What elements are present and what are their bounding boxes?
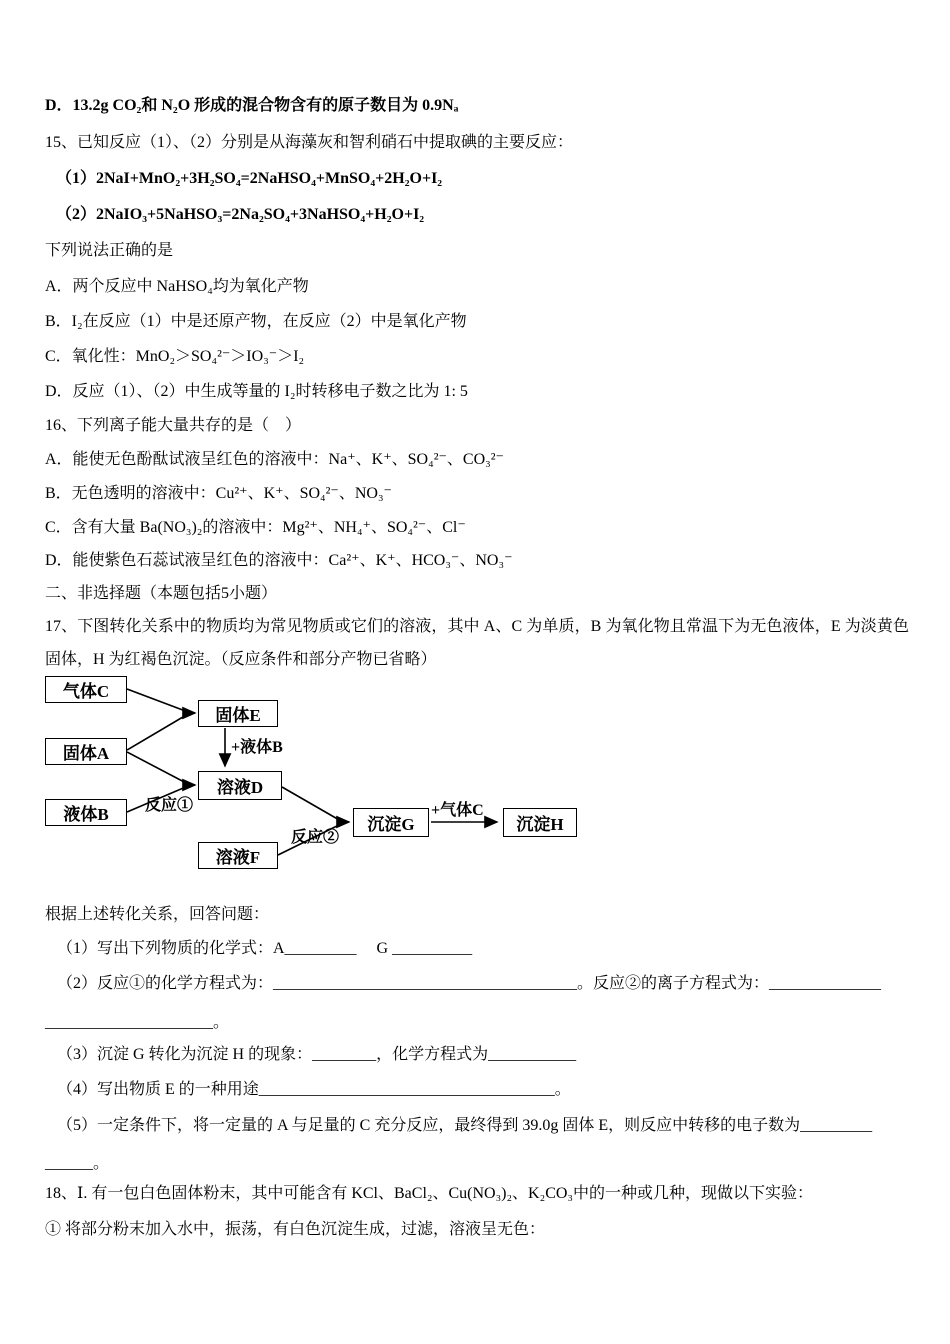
box-liquid-b: 液体B — [45, 799, 127, 826]
q15-prompt: 下列说法正确的是 — [45, 242, 174, 259]
q17-sub4: （4）写出物质 E 的一种用途_____________________________________。 — [57, 1081, 571, 1098]
box-gas-c: 气体C — [45, 676, 127, 703]
q15-option-a: A．两个反应中 NaHSO₄均为氧化产物 — [45, 278, 309, 295]
option-d-q14: D．13.2g CO₂和 N₂O 形成的混合物含有的原子数目为 0.9Nₐ — [45, 97, 459, 114]
q16-option-c: C．含有大量 Ba(NO₃)₂的溶液中：Mg²⁺、NH₄⁺、SO₄²⁻、Cl⁻ — [45, 519, 466, 536]
section-2-header: 二、非选择题（本题包括5小题） — [45, 585, 278, 602]
q17-sub5: （5）一定条件下，将一定量的 A 与足量的 C 充分反应，最终得到 39.0g 固体 E，则反应中转移的电子数为_________ — [57, 1117, 873, 1134]
q17-sub2-continuation: _____________________。 — [45, 1014, 230, 1031]
q16-stem: 16、下列离子能大量共存的是（ ） — [45, 417, 302, 434]
label-reaction-1: 反应① — [145, 797, 194, 814]
box-precipitate-g: 沉淀G — [353, 808, 429, 837]
q17-instruction: 根据上述转化关系，回答问题： — [45, 906, 270, 923]
q15-option-c: C．氧化性：MnO₂＞SO₄²⁻＞IO₃⁻＞I₂ — [45, 348, 305, 365]
q17-sub5-continuation: ______。 — [45, 1155, 110, 1172]
q16-option-b: B．无色透明的溶液中：Cu²⁺、K⁺、SO₄²⁻、NO₃⁻ — [45, 485, 392, 502]
flow-arrows — [45, 668, 645, 883]
q16-option-d: D．能使紫色石蕊试液呈红色的溶液中：Ca²⁺、K⁺、HCO₃⁻、NO₃⁻ — [45, 552, 513, 569]
q15-equation-1: （1）2NaI+MnO₂+3H₂SO₄=2NaHSO₄+MnSO₄+2H₂O+I₂ — [56, 170, 443, 187]
q18-step1: ① 将部分粉末加入水中，振荡，有白色沉淀生成，过滤，溶液呈无色： — [45, 1221, 546, 1238]
q15-equation-2: （2）2NaIO₃+5NaHSO₃=2Na₂SO₄+3NaHSO₄+H₂O+I₂ — [56, 206, 425, 223]
q15-stem: 15、已知反应（1）、（2）分别是从海藻灰和智利硝石中提取碘的主要反应： — [45, 134, 574, 151]
q15-option-b: B．I₂在反应（1）中是还原产物，在反应（2）中是氧化产物 — [45, 313, 467, 330]
q17-sub2: （2）反应①的化学方程式为：______________________________________。反应②的离子方程式为：______________ — [57, 975, 882, 992]
label-plus-liquid-b: +液体B — [231, 739, 283, 756]
q15-option-d: D．反应（1）、（2）中生成等量的 I₂时转移电子数之比为 1: 5 — [45, 383, 468, 400]
label-reaction-2: 反应② — [291, 829, 340, 846]
q17-sub3: （3）沉淀 G 转化为沉淀 H 的现象：________，化学方程式为___________ — [57, 1046, 577, 1063]
q17-sub1: （1）写出下列物质的化学式：A_________ G __________ — [57, 940, 473, 957]
flowchart-diagram — [45, 668, 645, 883]
box-precipitate-h: 沉淀H — [503, 808, 577, 837]
box-solution-d: 溶液D — [198, 771, 282, 800]
q18-stem: 18、Ⅰ. 有一包白色固体粉末，其中可能含有 KCl、BaCl₂、Cu(NO₃)₂、K₂CO₃中的一种或几种，现做以下实验： — [45, 1185, 813, 1202]
q17-stem: 17、下图转化关系中的物质均为常见物质或它们的溶液，其中 A、C 为单质，B 为氧化物且常温下为无色液体，E 为淡黄色固体，H 为红褐色沉淀。（反应条件和部分产物已省略） — [45, 618, 909, 668]
box-solid-a: 固体A — [45, 738, 127, 765]
box-solid-e: 固体E — [198, 700, 278, 727]
box-solution-f: 溶液F — [198, 842, 278, 869]
q16-option-a: A．能使无色酚酞试液呈红色的溶液中：Na⁺、K⁺、SO₄²⁻、CO₃²⁻ — [45, 451, 504, 468]
label-plus-gas-c: +气体C — [431, 802, 484, 819]
